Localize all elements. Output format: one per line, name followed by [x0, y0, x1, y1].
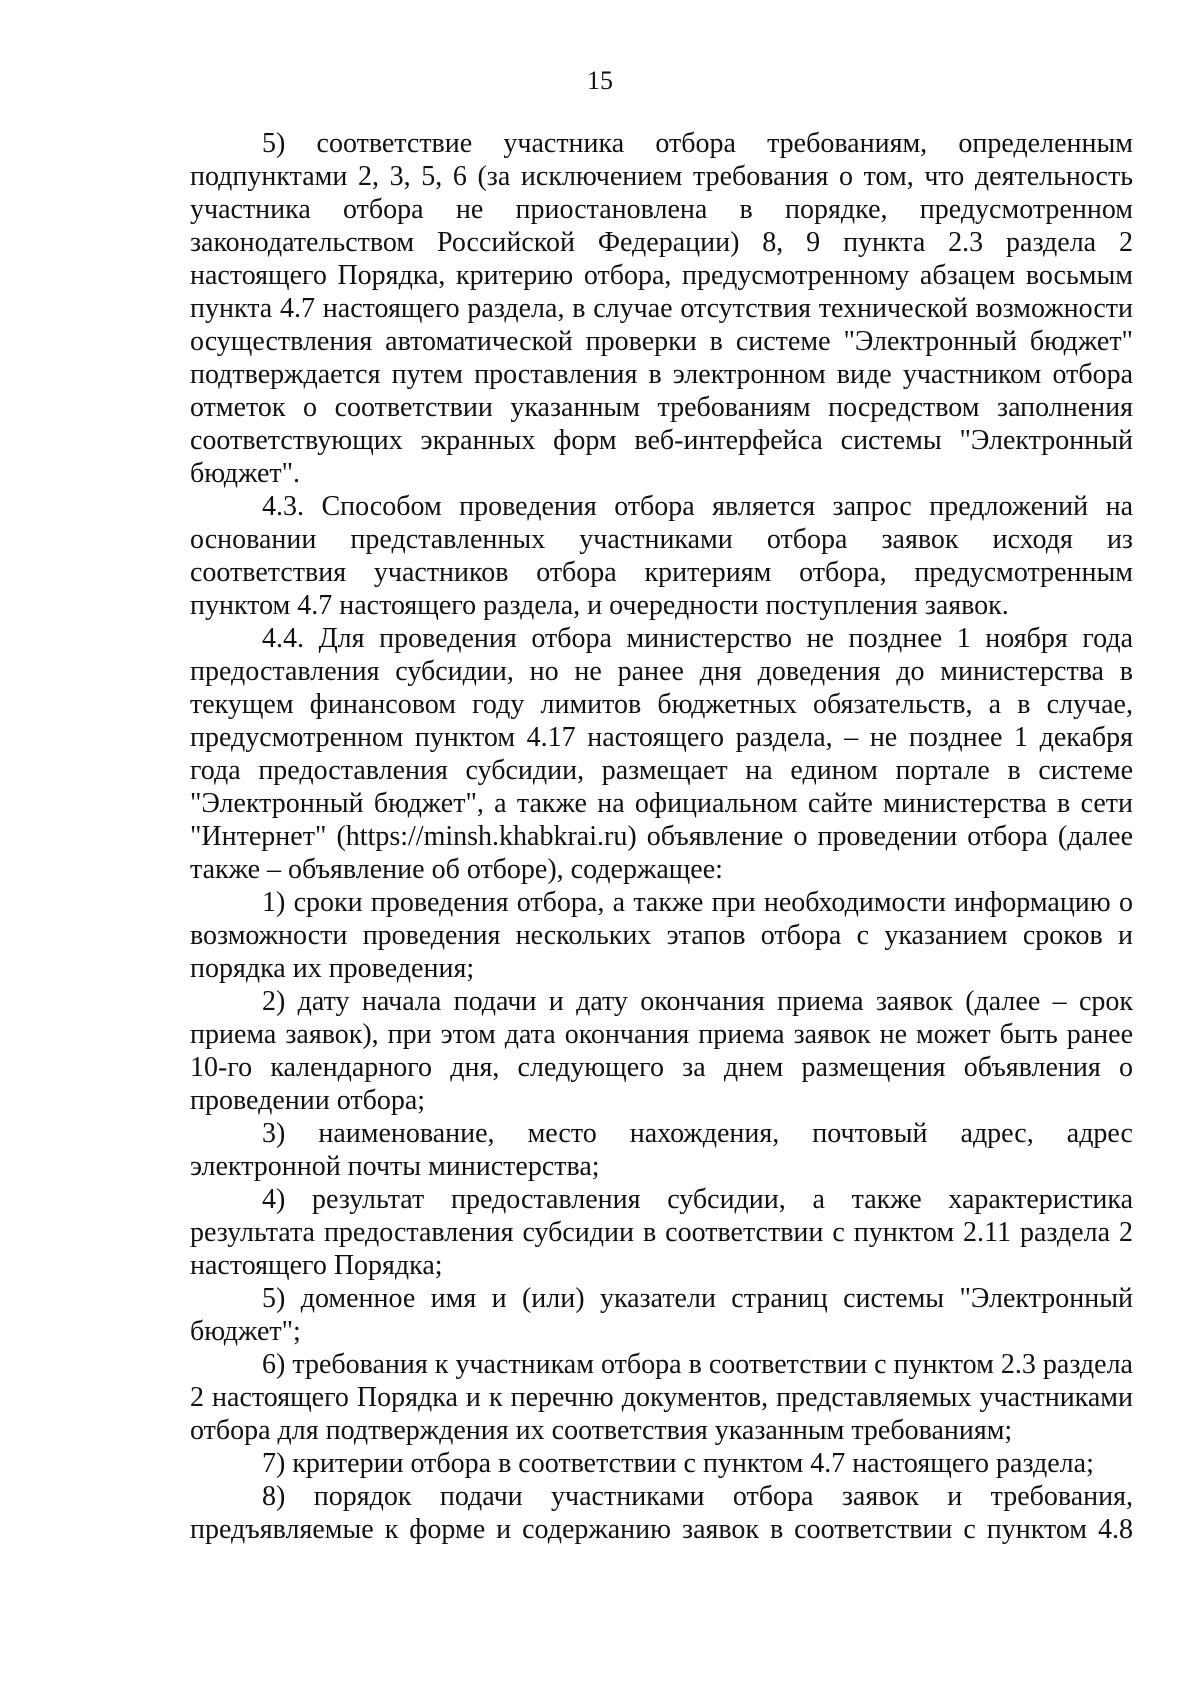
list-item-2-application-dates: 2) дату начала подачи и дату окончания приема заявок (далее – срок приема заявок), при этом дата окончания приема заявок не может быть ранее 10-го календарного дня, следующего за днем размещения объявления о проведении отбора; — [190, 986, 1133, 1116]
page-number: 15 — [587, 66, 613, 95]
paragraph-4-3-selection-method: 4.3. Способом проведения отбора является запрос предложений на основании представленных участниками отбора заявок исходя из соответствия участников отбора критериям отбора, предусмотренным пунктом 4.7 настоящего раздела, и очередности поступления заявок. — [190, 491, 1133, 621]
list-item-6-participant-requirements: 6) требования к участникам отбора в соответствии с пунктом 2.3 раздела 2 настоящего Порядка и к перечню документов, представляемых участниками отбора для подтверждения их соответствия указанным требованиям; — [190, 1349, 1133, 1446]
list-item-3-ministry-contacts: 3) наименование, место нахождения, почтовый адрес, адрес электронной почты министерства; — [190, 1118, 1133, 1182]
list-item-4-subsidy-result: 4) результат предоставления субсидии, а также характеристика результата предоставления субсидии в соответствии с пунктом 2.11 раздела 2 настоящего Порядка; — [190, 1184, 1133, 1281]
list-item-1-deadlines: 1) сроки проведения отбора, а также при необходимости информацию о возможности проведения нескольких этапов отбора с указанием сроков и порядка их проведения; — [190, 887, 1133, 984]
list-item-5-domain-name: 5) доменное имя и (или) указатели страниц системы "Электронный бюджет"; — [190, 1283, 1133, 1347]
list-item-7-selection-criteria: 7) критерии отбора в соответствии с пунктом 4.7 настоящего раздела; — [262, 1448, 1094, 1479]
paragraph-item-5-compliance: 5) соответствие участника отбора требованиям, определенным подпунктами 2, 3, 5, 6 (за исключением требования о том, что деятельность участника отбора не приостановлена в порядке, предусмотренном законодательством Российской Федерации) 8, 9 пункта 2.3 раздела 2 настоящего Порядка, критерию отбора, предусмотренному абзацем восьмым пункта 4.7 настоящего раздела, в случае отсутствия технической возможности осуществления автоматической проверки в системе "Электронный бюджет" подтверждается путем проставления в электронном виде участником отбора отметок о соответствии указанным требованиям посредством заполнения соответствующих экранных форм веб-интерфейса системы "Электронный бюджет". — [190, 128, 1133, 489]
paragraph-4-4-announcement: 4.4. Для проведения отбора министерство не позднее 1 ноября года предоставления субсидии, но не ранее дня доведения до министерства в текущем финансовом году лимитов бюджетных обязательств, а в случае, предусмотренном пунктом 4.17 настоящего раздела, – не позднее 1 декабря года предоставления субсидии, размещает на едином портале в системе "Электронный бюджет", а также на официальном сайте министерства в сети "Интернет" (https://minsh.khabkrai.ru) объявление о проведении отбора (далее также – объявление об отборе), содержащее: — [190, 623, 1133, 885]
list-item-8-application-procedure: 8) порядок подачи участниками отбора заявок и требования, предъявляемые к форме и содержанию заявок в соответствии с пунктом 4.8 — [190, 1481, 1133, 1545]
document-body — [190, 127, 1133, 1546]
